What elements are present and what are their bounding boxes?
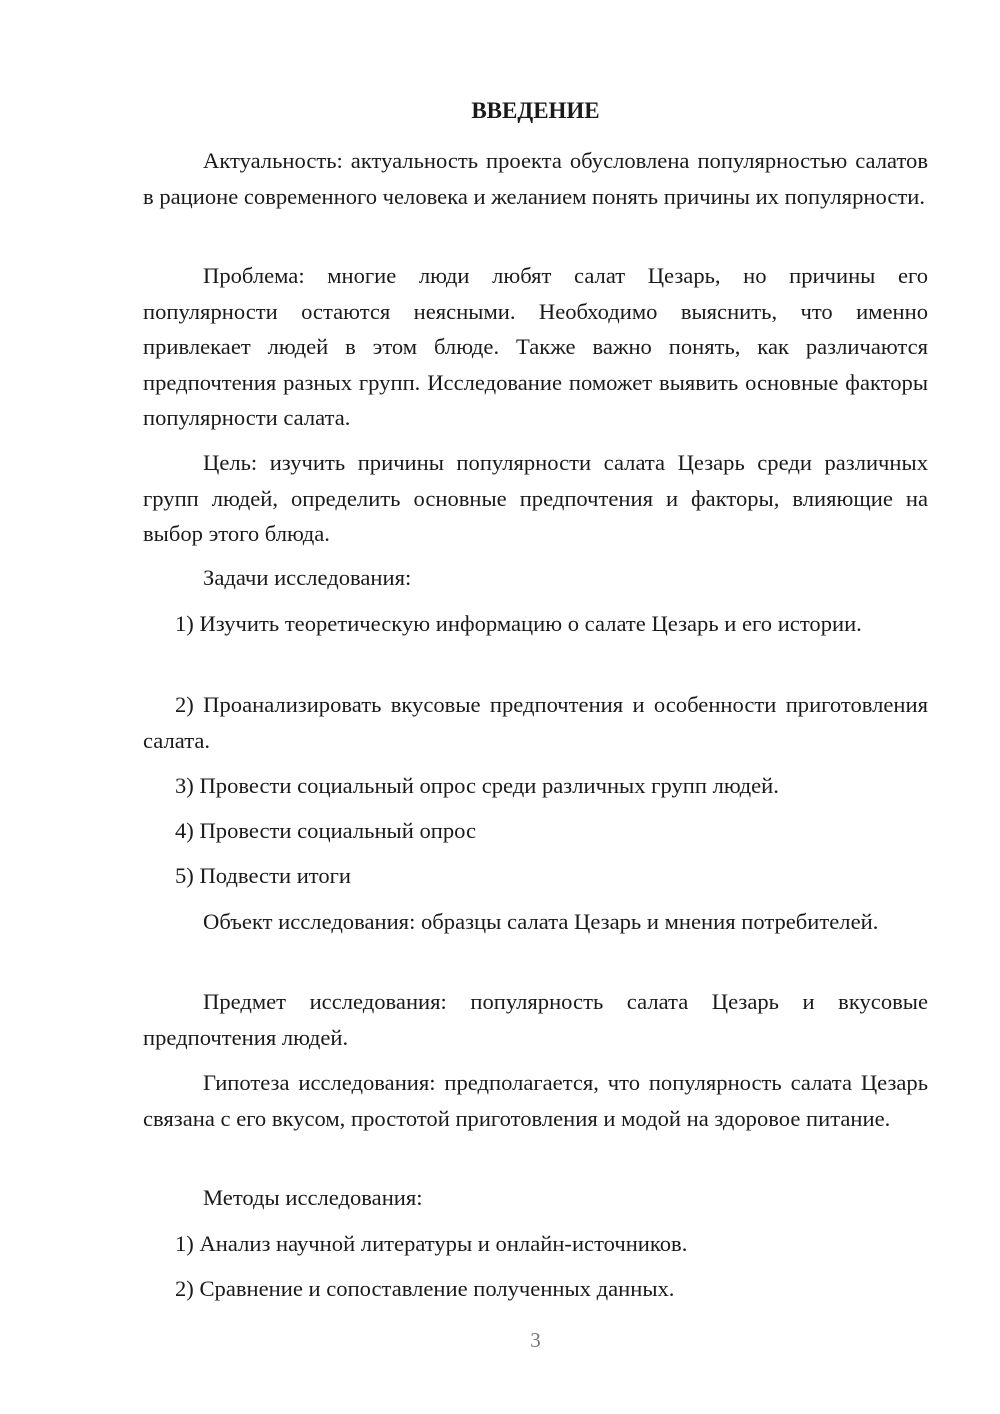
page-number: 3 xyxy=(530,1328,541,1352)
tasks-heading: Задачи исследования: xyxy=(203,565,412,590)
method-item-1: 1) Анализ научной литературы и онлайн-источников. xyxy=(175,1231,688,1256)
methods-heading: Методы исследования: xyxy=(203,1185,423,1210)
subject-paragraph: Предмет исследования: популярность салата Цезарь и вкусовые предпочтения людей. xyxy=(143,989,928,1050)
section-title: ВВЕДЕНИЕ xyxy=(471,98,600,123)
task-item-4: 4) Провести социальный опрос xyxy=(175,818,477,843)
object-paragraph: Объект исследования: образцы салата Цезарь и мнения потребителей. xyxy=(203,909,879,934)
task-item-1: 1) Изучить теоретическую информацию о салате Цезарь и его истории. xyxy=(175,611,862,636)
task-item-3: 3) Провести социальный опрос среди различных групп людей. xyxy=(175,773,779,798)
task-item-2: 2) Проанализировать вкусовые предпочтения и особенности приготовления салата. xyxy=(143,692,928,753)
method-item-2: 2) Сравнение и сопоставление полученных данных. xyxy=(175,1276,675,1301)
task-item-5: 5) Подвести итоги xyxy=(175,863,352,888)
hypothesis-paragraph: Гипотеза исследования: предполагается, что популярность салата Цезарь связана с его вкусом, простотой приготовления и модой на здоровое питание. xyxy=(143,1070,928,1131)
goal-paragraph: Цель: изучить причины популярности салата Цезарь среди различных групп людей, определить основные предпочтения и факторы, влияющие на выбор этого блюда. xyxy=(143,450,928,546)
problem-paragraph: Проблема: многие люди любят салат Цезарь, но причины его популярности остаются неясными. Необходимо выяснить, что именно привлекает людей в этом блюде. Также важно понять, как различаются предпочтения разных групп. Исследование поможет выявить основные факторы популярности салата. xyxy=(143,263,928,430)
relevance-paragraph: Актуальность: актуальность проекта обусловлена популярностью салатов в рационе современного человека и желанием понять причины их популярности. xyxy=(143,148,928,209)
